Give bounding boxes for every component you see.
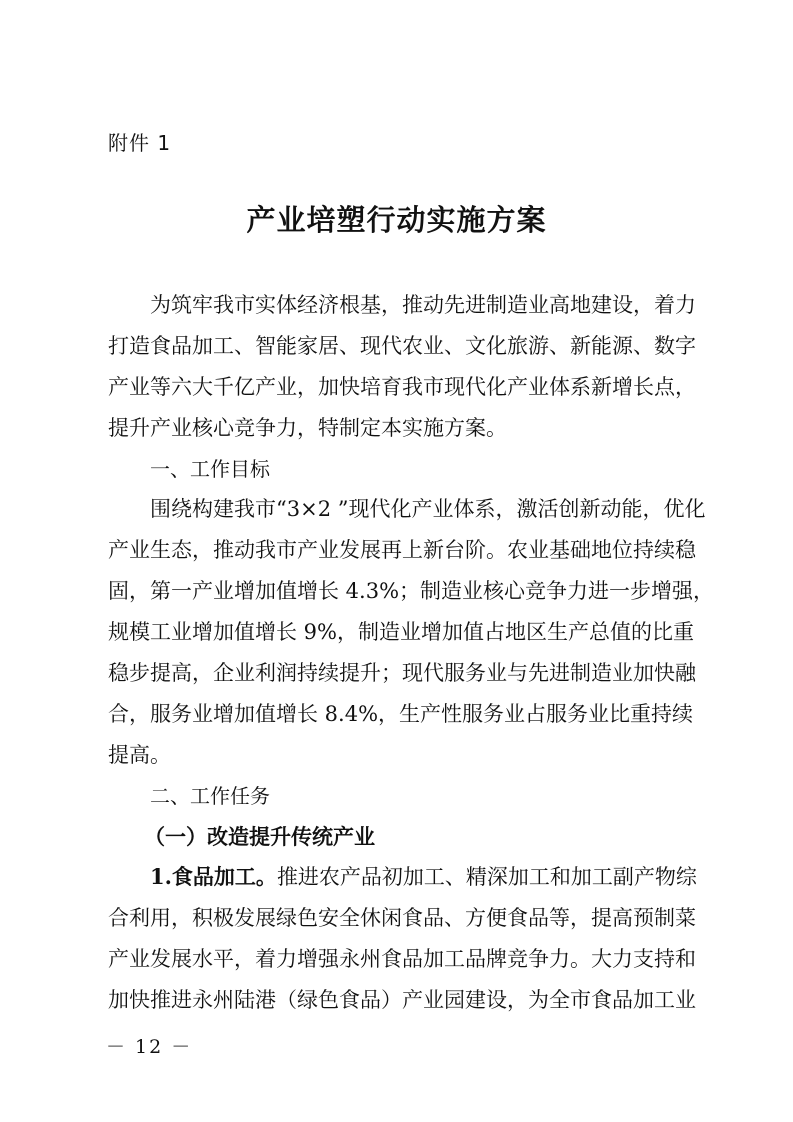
paragraph-line: 合，服务业增加值增长 8.4%，生产性服务业占服务业比重持续	[108, 701, 694, 726]
item-food-processing	[108, 857, 697, 1021]
paragraph-line: 规模工业增加值增长 9%，制造业增加值占地区生产总值的比重	[108, 620, 694, 645]
paragraph-line: 稳步提高，企业利润持续提升；现代服务业与先进制造业加快融	[108, 661, 696, 686]
paragraph-line: 提高。	[108, 742, 171, 767]
document-body	[108, 285, 715, 1021]
subsection-heading-traditional-industry: （一）改造提升传统产业	[144, 823, 375, 849]
paragraph-line: 产业生态，推动我市产业发展再上新台阶。农业基础地位持续稳	[108, 538, 696, 563]
paragraph-line: 为筑牢我市实体经济根基，推动先进制造业高地建设，着力	[150, 293, 696, 317]
section-heading-goals: 一、工作目标	[150, 456, 270, 481]
attachment-label: 附件 1	[108, 131, 172, 155]
paragraph-line: 提升产业核心竞争力，特制定本实施方案。	[108, 415, 507, 440]
item-text: 推进农产品初加工、精深加工和加工副产物综	[276, 865, 697, 890]
intro-paragraph	[108, 285, 696, 449]
goals-paragraph	[108, 489, 715, 775]
paragraph-line	[108, 857, 697, 898]
paragraph-line: 加快推进永州陆港（绿色食品）产业园建设，为全市食品加工业	[108, 988, 696, 1013]
paragraph-line: 固，第一产业增加值增长 4.3%；制造业核心竞争力进一步增强，	[108, 579, 715, 604]
paragraph-line: 产业发展水平，着力增强永州食品加工品牌竞争力。大力支持和	[108, 947, 696, 972]
paragraph-line: 合利用，积极发展绿色安全休闲食品、方便食品等，提高预制菜	[108, 906, 696, 931]
paragraph-line: 围绕构建我市“3×2 ”现代化产业体系，激活创新动能，优化	[150, 497, 706, 522]
document-title: 产业培塑行动实施方案	[246, 203, 547, 237]
page-number: － 12 －	[106, 1036, 193, 1058]
paragraph-line: 产业等六大千亿产业，加快培育我市现代化产业体系新增长点，	[108, 374, 696, 399]
item-lead: 1.食品加工。	[150, 864, 277, 890]
section-heading-tasks: 二、工作任务	[150, 783, 270, 808]
paragraph-line: 打造食品加工、智能家居、现代农业、文化旅游、新能源、数字	[108, 333, 696, 358]
